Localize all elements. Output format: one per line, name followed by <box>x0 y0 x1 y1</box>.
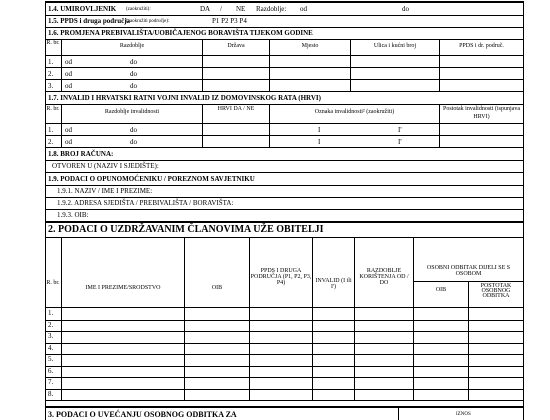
s16-row2-od: od <box>65 70 72 78</box>
divider <box>45 172 523 173</box>
s16-h-drzava: Država <box>227 43 245 49</box>
s16-row2-do: do <box>130 70 137 78</box>
s2-h-invalid: INVALID (I ili I') <box>315 278 352 290</box>
table-row <box>45 366 523 367</box>
s16-row1-n: 1. <box>48 58 54 66</box>
s14-sep: / <box>220 5 222 13</box>
divider <box>45 79 523 80</box>
s19-oib: 1.9.3. OIB: <box>57 211 89 219</box>
divider <box>45 307 523 308</box>
s16-row3-do: do <box>130 82 137 90</box>
s16-h-ppds: PPDS i dr. područ. <box>459 43 504 49</box>
col-line <box>269 104 270 147</box>
s18-title: 1.8. BROJ RAČUNA: <box>48 150 114 158</box>
s2-h-razdoblje: RAZDOBLJE KORIŠTENJA OD / DO <box>359 268 409 286</box>
s2-h-oib2: OIB <box>435 287 447 293</box>
col-line <box>350 39 351 91</box>
s16-h-mjesto: Mjesto <box>301 43 319 49</box>
col-line <box>269 39 270 91</box>
col-line <box>61 104 62 147</box>
s17-h-postotak: Postotak invalidnosti (ispunjava HRVI) <box>443 106 520 120</box>
s17-row2-ip[interactable]: I' <box>398 138 402 146</box>
s17-row1-do: do <box>130 126 137 134</box>
s19-title: 1.9. PODACI O OPUNOMOĆENIKU / POREZNOM SAVJETNIKU <box>48 175 255 183</box>
divider <box>45 91 523 92</box>
table-row <box>45 389 523 390</box>
col-line <box>184 237 185 400</box>
top-border <box>45 1 523 3</box>
s16-row3-od: od <box>65 82 72 90</box>
s14-note: (zaokružiti): <box>126 7 151 12</box>
divider <box>45 27 523 28</box>
s2-row-number: 3. <box>48 332 54 340</box>
s17-h-oznaka: Oznaka invalidnosti² (zaokružiti) <box>314 109 395 115</box>
col-line <box>413 237 414 400</box>
col-line <box>61 237 62 400</box>
s17-row2-do: do <box>130 138 137 146</box>
s17-h-hrvi: HRVI DA / NE <box>217 106 255 112</box>
s17-row2-n: 2. <box>48 138 54 146</box>
s15-label: 1.5. PPDS i druga područja <box>48 17 131 25</box>
s17-row2-od: od <box>65 138 72 146</box>
s2-row-number: 6. <box>48 366 54 375</box>
s15-note: (zaokružiti područje): <box>126 19 170 24</box>
s17-row1-n: 1. <box>48 126 54 134</box>
col-line <box>468 281 469 400</box>
table-row <box>45 320 523 321</box>
s3-iznos: IZNOS <box>456 412 471 417</box>
s2-h-oib: OIB <box>211 285 223 291</box>
divider <box>45 39 523 40</box>
s14-ne[interactable]: NE <box>236 5 246 13</box>
table-row <box>45 331 523 332</box>
s19-naziv: 1.9.1. NAZIV / IME I PREZIME: <box>57 187 153 195</box>
right-border <box>523 1 524 420</box>
s2-title: 2. PODACI O UZDRŽAVANIM ČLANOVIMA UŽE OBITELJI <box>48 224 324 235</box>
table-row <box>45 343 523 344</box>
s17-title: 1.7. INVALID I HRVATSKI RATNI VOJNI INVALID IZ DOMOVINSKOG RATA (HRVI) <box>48 94 321 102</box>
col-line <box>398 406 399 420</box>
s14-razdoblje: Razdoblje: <box>256 5 287 13</box>
s17-row2-i[interactable]: I <box>318 138 321 146</box>
s2-row-number: 5. <box>48 355 54 363</box>
s2-row-number: 1. <box>48 309 54 317</box>
s16-row3-n: 3. <box>48 82 54 90</box>
s17-row1-od: od <box>65 126 72 134</box>
divider <box>45 135 523 136</box>
divider <box>45 197 523 198</box>
s2-h-postotak: POSTOTAK OSOBNOG ODBITKA <box>480 283 512 299</box>
s14-od: od <box>300 5 307 13</box>
divider <box>45 237 523 238</box>
col-line <box>249 237 250 400</box>
col-line <box>439 39 440 91</box>
s16-title: 1.6. PROMJENA PREBIVALIŠTA/UOBIČAJENOG BORAVIŠTA TIJEKOM GODINE <box>48 29 313 37</box>
s2-row-number: 7. <box>48 378 54 386</box>
col-line <box>61 39 62 91</box>
s2-h-ppds: PPDS I DRUGA PODRUČJA (P1, P2, P3, P4) <box>250 268 312 286</box>
s14-da[interactable]: DA <box>200 5 211 13</box>
divider <box>45 147 523 148</box>
divider <box>45 67 523 68</box>
table-row <box>45 400 523 401</box>
s2-row-number: 8. <box>48 389 54 398</box>
s16-row1-od: od <box>65 58 72 66</box>
col-line <box>202 104 203 147</box>
s2-row-number: 2. <box>48 320 54 329</box>
s17-row1-ip[interactable]: I' <box>398 126 402 134</box>
left-border <box>45 1 46 420</box>
table-row <box>45 377 523 378</box>
s16-h-razdoblje: Razdoblje <box>119 43 145 49</box>
s3-title: 3. PODACI O UVEĆANJU OSOBNOG ODBITKA ZA <box>48 410 237 419</box>
divider <box>45 221 523 223</box>
s17-h-razdoblje: Razdoblje invalidnosti <box>104 109 160 115</box>
s15-options[interactable]: P1 P2 P3 P4 <box>212 17 247 25</box>
s17-row1-i[interactable]: I <box>318 126 321 134</box>
s16-h-ulica: Ulica i kućni broj <box>373 43 417 49</box>
s17-h-rb: R. br. <box>46 106 60 112</box>
col-line <box>202 39 203 91</box>
s2-h-ime: IME I PREZIME/SRODSTVO <box>85 285 161 291</box>
divider <box>45 406 523 408</box>
divider <box>45 123 523 124</box>
s14-do: do <box>402 5 409 13</box>
col-line <box>354 237 355 400</box>
s16-h-rb: R. br. <box>46 40 60 46</box>
s16-row2-n: 2. <box>48 70 54 78</box>
divider <box>45 55 523 56</box>
s18-otvoren: OTVOREN U (NAZIV I SJEDIŠTE): <box>52 162 159 170</box>
divider <box>45 185 523 186</box>
col-line <box>439 104 440 147</box>
divider <box>45 160 523 161</box>
s19-adresa: 1.9.2. ADRESA SJEDIŠTA / PREBIVALIŠTA / BORAVIŠTA: <box>57 199 234 207</box>
divider <box>45 15 523 16</box>
s2-h-rb: R. br. <box>46 280 60 286</box>
col-line <box>312 237 313 400</box>
s16-row1-do: do <box>130 58 137 66</box>
s2-h-osobni: OSOBNI ODBITAK DIJELI SE S OSOBOM <box>426 265 511 277</box>
divider <box>45 209 523 210</box>
s14-label: 1.4. UMIROVLJENIK <box>48 5 117 13</box>
s2-row-number: 4. <box>48 343 54 352</box>
table-row <box>45 354 523 355</box>
